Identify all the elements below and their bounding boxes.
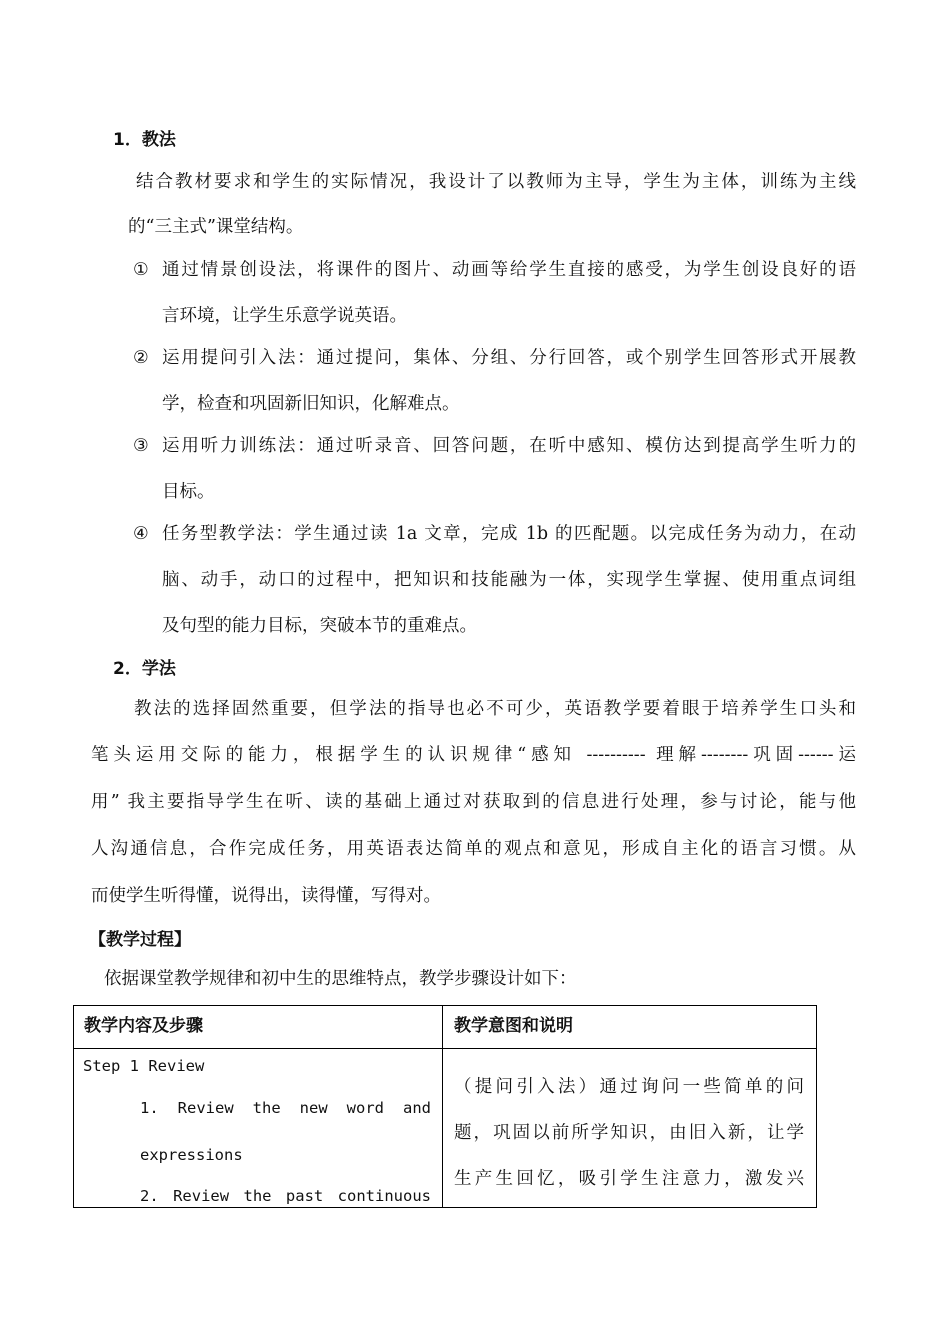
list-item-text: 运用听力训练法：通过听录音、回答问题，在听中感知、模仿达到提高学生听力的 — [162, 436, 856, 456]
list-item-text: 运用提问引入法：通过提问，集体、分组、分行回答，或个别学生回答形式开展教 — [162, 348, 856, 368]
process-heading: 【教学过程】 — [89, 930, 191, 950]
paragraph-line: 教法的选择固然重要，但学法的指导也必不可少，英语教学要着眼于培养学生口头和 — [134, 699, 856, 719]
list-marker: ④ — [133, 524, 149, 544]
intent-line: （提问引入法）通过询问一些简单的问 — [454, 1077, 804, 1097]
list-item-text: 学，检查和巩固新旧知识，化解难点。 — [162, 394, 460, 414]
table-cell-intent — [443, 1049, 817, 1208]
list-item-text: 目标。 — [162, 482, 215, 502]
list-item-text: 通过情景创设法，将课件的图片、动画等给学生直接的感受，为学生创设良好的语 — [162, 260, 856, 280]
paragraph-line: 笔头运用交际的能力，根据学生的认识规律“感知 ---------- 理解--------巩固------运 — [91, 745, 856, 765]
list-item-text: 脑、动手，动口的过程中，把知识和技能融为一体，实现学生掌握、使用重点词组 — [162, 570, 856, 590]
list-item-text: 及句型的能力目标，突破本节的重难点。 — [162, 616, 477, 636]
list-marker: ② — [133, 348, 149, 368]
list-marker: ③ — [133, 436, 149, 456]
column-header-content-steps: 教学内容及步骤 — [84, 1016, 203, 1036]
list-item-text: 任务型教学法：学生通过读 1a 文章，完成 1b 的匹配题。以完成任务为动力，在动 — [162, 524, 856, 544]
intro-line: 的“三主式”课堂结构。 — [128, 217, 304, 237]
list-marker: ① — [133, 260, 149, 280]
paragraph-line: 用” 我主要指导学生在听、读的基础上通过对获取到的信息进行处理，参与讨论，能与他 — [91, 792, 856, 812]
intent-line: 生产生回忆，吸引学生注意力，激发兴 — [454, 1169, 804, 1189]
table-cell-steps — [74, 1049, 443, 1208]
teaching-steps-table — [73, 1005, 817, 1208]
paragraph-line: 而使学生听得懂，说得出，读得懂，写得对。 — [91, 886, 441, 906]
column-header-intent: 教学意图和说明 — [454, 1016, 573, 1036]
step-item: 1. Review the new word and — [140, 1099, 431, 1117]
table-header-row — [74, 1006, 817, 1049]
step-item: 2. Review the past continuous — [140, 1187, 431, 1205]
section-heading-learning-method: 2．学法 — [113, 659, 176, 679]
table-header-cell — [74, 1006, 443, 1049]
step-title: Step 1 Review — [83, 1057, 205, 1075]
table-header-cell — [443, 1006, 817, 1049]
intent-line: 题，巩固以前所学知识，由旧入新，让学 — [454, 1123, 804, 1143]
process-intro: 依据课堂教学规律和初中生的思维特点，教学步骤设计如下： — [104, 969, 577, 989]
intro-line: 结合教材要求和学生的实际情况，我设计了以教师为主导，学生为主体，训练为主线 — [136, 172, 856, 192]
list-item-text: 言环境，让学生乐意学说英语。 — [162, 306, 407, 326]
table-row — [74, 1049, 817, 1208]
paragraph-line: 人沟通信息，合作完成任务，用英语表达简单的观点和意见，形成自主化的语言习惯。从 — [91, 839, 856, 859]
section-heading-teaching-method: 1．教法 — [113, 130, 176, 150]
step-item: expressions — [140, 1146, 243, 1164]
